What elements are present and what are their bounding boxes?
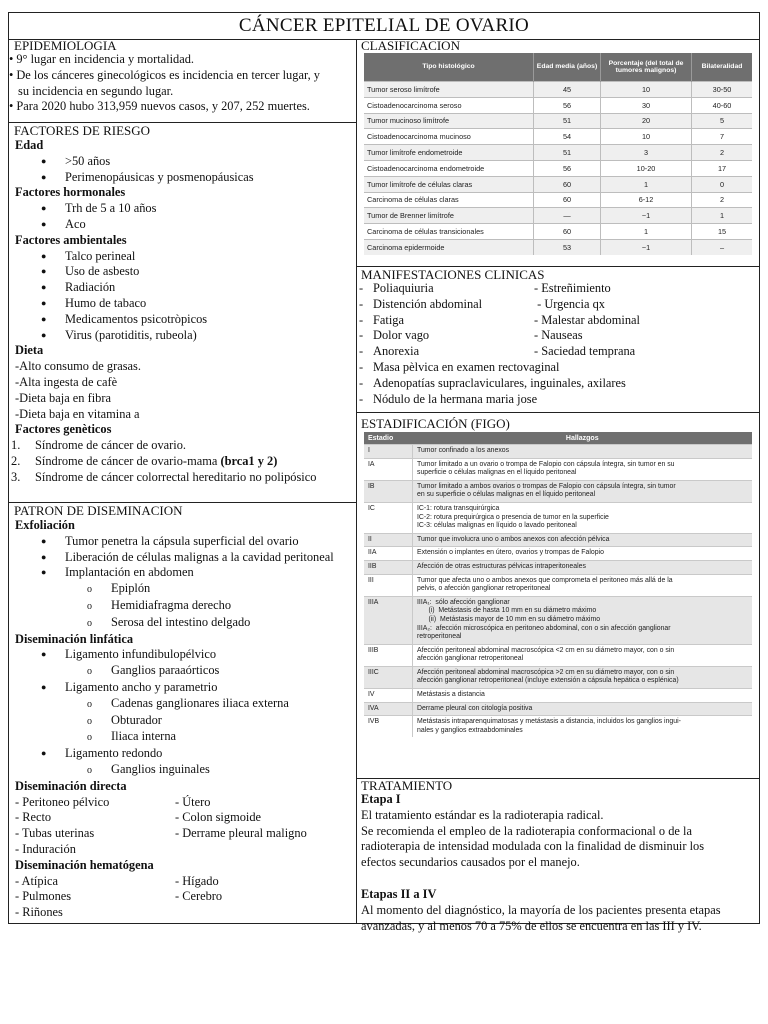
stage-cell: IIIB: [364, 644, 413, 666]
list-item: 1. Síndrome de cáncer de ovario.: [11, 438, 187, 453]
list-subitem: o Ganglios paraaórticos: [9, 663, 356, 680]
stage-cell: IV: [364, 689, 413, 703]
findings-line: IC-2: rotura prequirúrgica o presencia de tumor en la superficie: [417, 513, 609, 521]
stage-cell: IC: [364, 502, 413, 533]
table-row: [364, 644, 752, 666]
subsection-title: Dieta: [15, 343, 44, 358]
table-cell: 56: [534, 97, 601, 113]
findings-cell: [413, 666, 753, 688]
subsection-title: Edad: [15, 138, 44, 152]
stage-cell: II: [364, 533, 413, 547]
findings-line: Tumor limitado a un ovario o trompa de Falopio con cápsula íntegra, sin tumor en su: [417, 460, 675, 468]
document-sheet: [8, 12, 760, 933]
table-cell: Carcinoma de células transicionales: [364, 224, 534, 240]
circle-bullet-icon: o: [87, 715, 92, 727]
section-heading: EPIDEMIOLOGIA: [14, 38, 117, 53]
subsection-title: Diseminación linfática: [15, 631, 134, 646]
findings-cell: [413, 560, 753, 574]
list-item: ● Ligamento redondo: [41, 746, 163, 761]
section-factores-riesgo: [9, 123, 356, 503]
table-cell: 40-60: [692, 97, 753, 113]
bullet-icon: ●: [41, 681, 47, 692]
table-row: [364, 129, 752, 145]
section-heading: FACTORES DE RIESGO: [14, 123, 151, 138]
table-header-row: [364, 53, 752, 82]
paragraph-line: El tratamiento estándar es la radioterapia radical.: [361, 807, 604, 822]
stage-cell: IB: [364, 480, 413, 502]
findings-line: (ii) Metástasis mayor de 10 mm en su diámetro máximo: [417, 615, 601, 623]
table-row: [364, 160, 752, 176]
table-row: [364, 97, 752, 113]
table-row: [364, 145, 752, 161]
findings-cell: [413, 458, 753, 480]
findings-line: pelvis, o afección ganglionar retroperitoneal: [417, 585, 551, 593]
findings-line: Afección peritoneal abdominal macroscópica >2 cm en su diámetro mayor, con o sin: [417, 668, 675, 676]
table-cell: 51: [534, 145, 601, 161]
circle-bullet-icon: o: [87, 584, 92, 596]
stage-cell: IIB: [364, 560, 413, 574]
findings-line: Tumor confinado a los anexos: [417, 447, 510, 454]
list-item: - Pulmones - Cerebro: [15, 889, 223, 904]
table-cell: 6-12: [601, 192, 692, 208]
list-item: -Dieta baja en fibra: [15, 390, 111, 405]
table-cell: 30: [601, 97, 692, 113]
list-item: 3. Síndrome de cáncer colorrectal hereditario no polipósico: [11, 469, 317, 484]
circle-bullet-icon: o: [87, 666, 92, 678]
table-row: [364, 533, 752, 547]
table-row: [364, 224, 752, 240]
subsection-title: Diseminación hematógena: [15, 857, 154, 872]
findings-line: (i) Metástasis de hasta 10 mm en su diámetro máximo: [417, 607, 597, 615]
section-clasificacion: [356, 39, 759, 267]
table-row: [364, 82, 752, 98]
list-item: su incidencia en segundo lugar.: [18, 83, 174, 98]
right-column: [356, 38, 759, 933]
findings-line: en su superficie o células malignas en el líquido peritoneal: [417, 491, 596, 499]
list-item: - Induración: [15, 841, 76, 856]
table-cell: 60: [534, 224, 601, 240]
findings-line: afección ganglionar retroperitoneal (incluye extensión a cápsula hepática o esplénica): [417, 677, 679, 685]
column-header: Hallazgos: [413, 432, 753, 445]
section-heading: PATRON DE DISEMINACION: [14, 503, 183, 518]
bullet-icon: ●: [41, 329, 47, 340]
table-cell: 7: [692, 129, 753, 145]
findings-cell: [413, 644, 753, 666]
table-cell: 60: [534, 176, 601, 192]
findings-line: Tumor que afecta uno o ambos anexos que comprometa el peritoneo más allá de la: [417, 576, 673, 584]
list-subitem: o Epiplón: [9, 581, 356, 598]
findings-cell: [413, 480, 753, 502]
list-subitem: o Iliaca interna: [9, 729, 356, 746]
table-cell: 2: [692, 145, 753, 161]
paragraph-line: Se recomienda el empleo de la radioterapia conformacional o de la: [361, 823, 692, 838]
table-cell: 10: [601, 129, 692, 145]
figo-table-body: [364, 445, 752, 738]
list-item: ● Medicamentos psicotròpicos: [41, 311, 208, 326]
classification-table-body: [364, 82, 752, 255]
list-item: - Poliaquiuria - Estreñimiento: [359, 281, 611, 295]
list-item: - Distención abdominal - Urgencia qx: [359, 296, 605, 311]
list-subitem: o Ganglios inguinales: [9, 762, 356, 779]
findings-cell: [413, 533, 753, 547]
list-item: - Masa pèlvica en examen rectovaginal: [359, 359, 560, 374]
table-cell: 2: [692, 192, 753, 208]
findings-line: Afección peritoneal abdominal macroscópica <2 cm en su diámetro mayor, con o sin: [417, 646, 675, 654]
circle-bullet-icon: o: [87, 732, 92, 744]
circle-bullet-icon: o: [87, 600, 92, 612]
left-column: [9, 39, 357, 923]
findings-line: IC-1: rotura transquirúrgica: [417, 504, 500, 512]
bullet-icon: ●: [41, 171, 47, 182]
bullet-icon: ●: [41, 535, 47, 546]
subsection-title: Factores ambientales: [15, 232, 127, 247]
list-item: ● Ligamento ancho y parametrio: [41, 679, 218, 694]
findings-cell: [413, 702, 753, 716]
table-row: [364, 458, 752, 480]
list-item: - Adenopatías supraclaviculares, inguinales, axilares: [359, 375, 626, 390]
page-title: CÁNCER EPITELIAL DE OVARIO: [9, 13, 759, 40]
table-cell: Tumor seroso limítrofe: [364, 82, 534, 98]
table-row: [364, 176, 752, 192]
list-item: ● Trh de 5 a 10 años: [41, 201, 157, 216]
paragraph-line: Al momento del diagnóstico, la mayoría de los pacientes presenta etapas: [361, 902, 721, 917]
findings-line: superficie o células malignas en el líquido peritoneal: [417, 469, 577, 477]
findings-line: Derrame pleural con citología positiva: [417, 704, 533, 712]
circle-bullet-icon: o: [87, 617, 92, 629]
table-cell: 60: [534, 192, 601, 208]
findings-cell: [413, 547, 753, 561]
table-cell: Tumor de Brenner limítrofe: [364, 208, 534, 224]
table-cell: Carcinoma de células claras: [364, 192, 534, 208]
column-header: Porcentaje (del total de tumores malignos): [601, 53, 692, 82]
table-cell: 1: [601, 176, 692, 192]
stage-cell: IVB: [364, 716, 413, 738]
table-row: [364, 445, 752, 459]
table-cell: 53: [534, 239, 601, 254]
findings-line: IIIA₁: sólo afección ganglionar: [417, 598, 510, 606]
findings-cell: [413, 716, 753, 738]
table-cell: 1: [601, 224, 692, 240]
column-header: Edad media (años): [534, 53, 601, 82]
column-header: Bilateralidad: [692, 53, 753, 82]
bullet-icon: ●: [41, 155, 47, 166]
list-subitem: o Hemidiafragma derecho: [9, 598, 356, 615]
list-item: ● Tumor penetra la cápsula superficial del ovario: [41, 533, 299, 548]
list-item: ● >50 años: [41, 153, 111, 168]
findings-line: retroperitoneal: [417, 633, 462, 641]
list-item: • Para 2020 hubo 313,959 nuevos casos, y 207, 252 muertes.: [9, 99, 356, 115]
section-heading: TRATAMIENTO: [361, 778, 453, 793]
stage-cell: IA: [364, 458, 413, 480]
table-row: [364, 502, 752, 533]
subsection-title: Factores hormonales: [15, 185, 126, 200]
bullet-icon: ●: [41, 218, 47, 229]
table-cell: 20: [601, 113, 692, 129]
list-item: -Alta ingesta de cafè: [15, 374, 118, 389]
section-estadificacion: [356, 413, 759, 779]
section-tratamiento: [356, 778, 759, 933]
circle-bullet-icon: o: [87, 764, 92, 776]
stage-cell: I: [364, 445, 413, 459]
list-item: - Riñones: [15, 905, 63, 920]
bullet-icon: ●: [41, 282, 47, 293]
findings-line: Tumor limitado a ambos ovarios o trompas de Falopio con cápsula íntegra, sin tumor: [417, 482, 676, 490]
table-row: [364, 192, 752, 208]
findings-cell: [413, 502, 753, 533]
list-item: ● Aco: [41, 216, 86, 231]
paragraph-line: avanzadas, y al menos 70 a 75% de ellos se encuentra en las III y IV.: [361, 918, 702, 933]
bullet-icon: ●: [41, 551, 47, 562]
list-item: ● Ligamento infundibulopélvico: [41, 647, 217, 662]
table-cell: 0: [692, 176, 753, 192]
table-cell: 56: [534, 160, 601, 176]
table-cell: Cistoadenocarcinoma endometroide: [364, 160, 534, 176]
table-cell: Carcinoma epidermoide: [364, 239, 534, 254]
table-cell: Cistoadenocarcinoma seroso: [364, 97, 534, 113]
list-subitem: o Obturador: [9, 713, 356, 730]
table-row: [364, 702, 752, 716]
findings-line: IIIA₂: afección microscópica en peritoneo abdominal, con o sin afección ganglionar: [417, 624, 671, 632]
bullet-icon: ●: [41, 313, 47, 324]
list-item: ● Perimenopáusicas y posmenopáusicas: [41, 169, 254, 184]
table-cell: ~1: [601, 239, 692, 254]
list-item: ● Radiación: [41, 280, 116, 295]
bullet-icon: ●: [41, 266, 47, 277]
table-row: [364, 208, 752, 224]
list-item: ● Talco perineal: [41, 248, 136, 263]
subsection-title: Factores genèticos: [15, 422, 112, 437]
table-cell: 1: [692, 208, 753, 224]
section-manifestaciones: [356, 267, 759, 413]
list-subitem: o Cadenas ganglionares iliaca externa: [9, 696, 356, 713]
bullet-icon: ●: [41, 203, 47, 214]
figo-staging-table: [364, 432, 752, 737]
list-subitem: o Serosa del intestino delgado: [9, 615, 356, 632]
findings-cell: [413, 689, 753, 703]
classification-table: [364, 53, 752, 255]
stage-cell: IIA: [364, 547, 413, 561]
list-item: - Tubas uterinas - Derrame pleural maligno: [15, 826, 307, 841]
table-cell: 45: [534, 82, 601, 98]
table-row: [364, 560, 752, 574]
findings-cell: [413, 596, 753, 644]
section-heading: CLASIFICACION: [361, 38, 460, 53]
table-cell: 3: [601, 145, 692, 161]
table-row: [364, 547, 752, 561]
bullet-icon: ●: [41, 649, 47, 660]
table-cell: 10: [601, 82, 692, 98]
table-cell: 15: [692, 224, 753, 240]
list-item: • 9° lugar en incidencia y mortalidad.: [9, 52, 356, 68]
list-item: - Anorexia - Saciedad temprana: [359, 344, 636, 359]
table-cell: 5: [692, 113, 753, 129]
table-cell: 51: [534, 113, 601, 129]
column-header: Estadio: [364, 432, 413, 445]
findings-line: IC-3: células malignas en líquido o lavado peritoneal: [417, 522, 577, 530]
table-cell: 10-20: [601, 160, 692, 176]
findings-line: Metástasis intraparenquimatosas y metástasis a distancia, incluidos los ganglios ingui-: [417, 718, 681, 726]
section-epidemiologia: [9, 39, 356, 123]
table-cell: ~1: [601, 208, 692, 224]
list-item: ● Implantación en abdomen: [41, 565, 194, 580]
list-item: • De los cánceres ginecológicos es incidencia en tercer lugar, y: [9, 68, 356, 84]
stage-cell: IIIA: [364, 596, 413, 644]
table-row: [364, 574, 752, 596]
table-row: [364, 666, 752, 688]
findings-cell: [413, 445, 753, 459]
subsection-title: Etapa I: [361, 792, 401, 806]
table-row: [364, 716, 752, 738]
list-item: - Recto - Colon sigmoide: [15, 810, 262, 825]
stage-cell: III: [364, 574, 413, 596]
findings-line: nales y ganglios extraabdominales: [417, 726, 523, 734]
table-cell: 54: [534, 129, 601, 145]
table-row: [364, 689, 752, 703]
table-cell: Tumor limítrofe de células claras: [364, 176, 534, 192]
section-diseminacion: [9, 503, 356, 923]
findings-line: Afección de otras estructuras pélvicas intraperitoneales: [417, 562, 586, 570]
subsection-title: Diseminación directa: [15, 778, 127, 793]
table-cell: Cistoadenocarcinoma mucinoso: [364, 129, 534, 145]
table-cell: 17: [692, 160, 753, 176]
bullet-icon: ●: [41, 748, 47, 759]
list-item: ● Virus (parotiditis, rubeola): [41, 327, 197, 342]
bullet-icon: ●: [41, 567, 47, 578]
table-row: [364, 239, 752, 254]
table-cell: —: [534, 208, 601, 224]
findings-line: Tumor que involucra uno o ambos anexos con afección pélvica: [417, 535, 610, 543]
table-row: [364, 480, 752, 502]
subsection-title: Etapas II a IV: [361, 886, 437, 901]
list-item: - Fatiga - Malestar abdominal: [359, 312, 640, 327]
findings-cell: [413, 574, 753, 596]
table-cell: Tumor limítrofe endometroide: [364, 145, 534, 161]
list-item: ● Humo de tabaco: [41, 295, 147, 310]
paragraph-line: efectos secundarios causados por el manejo.: [361, 855, 580, 870]
findings-line: Metástasis a distancia: [417, 691, 485, 699]
list-item: ● Uso de asbesto: [41, 264, 140, 279]
subsection-title: Exfoliación: [15, 518, 75, 532]
list-item: - Dolor vago - Nauseas: [359, 328, 583, 343]
bullet-icon: ●: [41, 297, 47, 308]
list-item: - Atípica - Hígado: [15, 873, 219, 888]
stage-cell: IVA: [364, 702, 413, 716]
stage-cell: IIIC: [364, 666, 413, 688]
list-item: - Nódulo de la hermana maria jose: [359, 391, 538, 406]
section-heading: MANIFESTACIONES CLINICAS: [361, 267, 545, 282]
column-header: Tipo histológico: [364, 53, 534, 82]
paragraph-line: radioterapia de intensidad modulada con la finalidad de disminuir los: [361, 839, 705, 854]
bullet-icon: ●: [41, 250, 47, 261]
list-item: 2. Síndrome de cáncer de ovario-mama (brca1 y 2): [11, 453, 278, 468]
list-item: -Dieta baja en vitamina a: [15, 406, 140, 421]
list-item: - Peritoneo pélvico - Útero: [15, 794, 211, 809]
list-item: ● Liberación de células malignas a la cavidad peritoneal: [41, 549, 334, 564]
section-heading: ESTADIFICACIÓN (FIGO): [361, 416, 510, 431]
table-row: [364, 596, 752, 644]
findings-line: afección ganglionar retroperitoneal: [417, 655, 524, 663]
table-cell: 30-50: [692, 82, 753, 98]
list-item: -Alto consumo de grasas.: [15, 359, 141, 374]
findings-line: Extensión o implantes en útero, ovarios y trompas de Falopio: [417, 549, 604, 557]
circle-bullet-icon: o: [87, 698, 92, 710]
table-header-row: [364, 432, 752, 445]
table-row: [364, 113, 752, 129]
table-cell: Tumor mucinoso limítrofe: [364, 113, 534, 129]
table-cell: –: [692, 239, 753, 254]
